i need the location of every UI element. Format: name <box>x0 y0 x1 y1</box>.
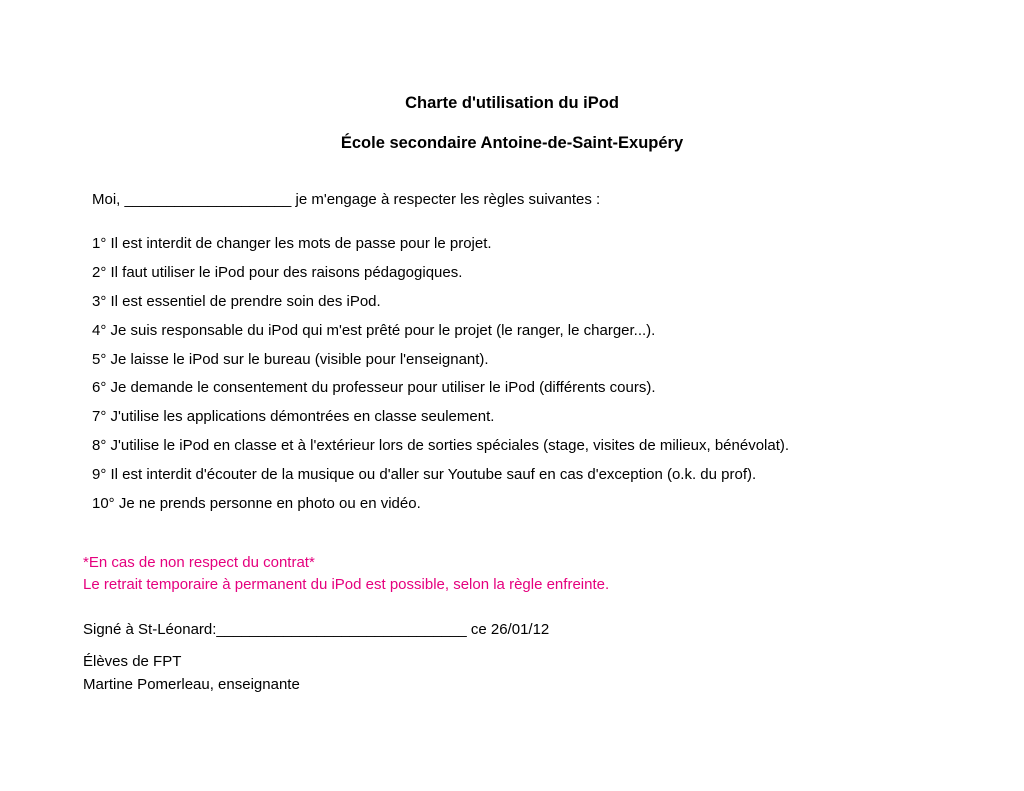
rules-list <box>92 235 789 524</box>
signature-line: Signé à St-Léonard:______________________________ ce 26/01/12 <box>83 621 550 638</box>
rule-item: 7° J'utilise les applications démontrées en classe seulement. <box>92 408 495 426</box>
signatory-students: Élèves de FPT <box>83 653 182 670</box>
rule-item: 4° Je suis responsable du iPod qui m'est prêté pour le projet (le ranger, le charger...). <box>92 321 656 339</box>
rule-item: 2° Il faut utiliser le iPod pour des raisons pédagogiques. <box>92 263 463 281</box>
document-title: Charte d'utilisation du iPod <box>405 94 619 112</box>
rule-item: 9° Il est interdit d'écouter de la musique ou d'aller sur Youtube sauf en cas d'exception (o.k. du prof). <box>92 466 757 484</box>
rule-item: 8° J'utilise le iPod en classe et à l'extérieur lors de sorties spéciales (stage, visites de milieux, bénévolat). <box>92 437 790 455</box>
rule-item: 5° Je laisse le iPod sur le bureau (visible pour l'enseignant). <box>92 350 489 368</box>
rule-item: 6° Je demande le consentement du professeur pour utiliser le iPod (différents cours). <box>92 379 656 397</box>
signatory-teacher: Martine Pomerleau, enseignante <box>83 676 300 693</box>
rule-item: 3° Il est essentiel de prendre soin des iPod. <box>92 292 381 310</box>
rule-item: 10° Je ne prends personne en photo ou en vidéo. <box>92 495 421 513</box>
rule-item: 1° Il est interdit de changer les mots de passe pour le projet. <box>92 235 492 252</box>
intro-statement: Moi, ____________________ je m'engage à respecter les règles suivantes : <box>92 191 601 208</box>
contract-warning-text: Le retrait temporaire à permanent du iPod est possible, selon la règle enfreinte. <box>83 576 610 593</box>
school-name: École secondaire Antoine-de-Saint-Exupéry <box>340 134 684 152</box>
contract-warning-heading: *En cas de non respect du contrat* <box>83 554 315 571</box>
